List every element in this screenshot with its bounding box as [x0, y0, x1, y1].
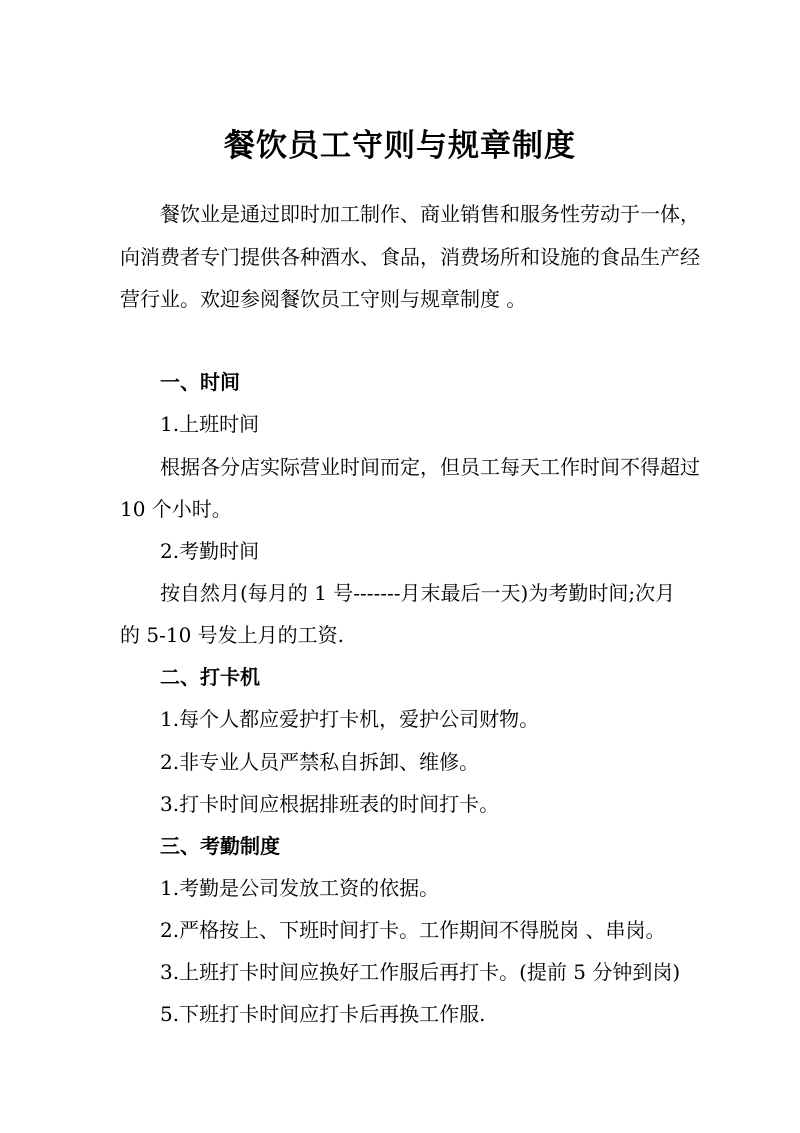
- section-heading-time-clock: 二、打卡机: [160, 665, 260, 689]
- intro-line-2: 向消费者专门提供各种酒水、食品，消费场所和设施的食品生产经: [120, 245, 700, 269]
- list-item: 1.每个人都应爱护打卡机，爱护公司财物。: [160, 707, 540, 731]
- work-hours-line-2: 10 个小时。: [120, 497, 232, 521]
- intro-line-3: 营行业。欢迎参阅餐饮员工守则与规章制度 。: [120, 287, 527, 311]
- attendance-period-line-2: 的 5-10 号发上月的工资.: [120, 623, 345, 647]
- list-item: 2.严格按上、下班时间打卡。工作期间不得脱岗 、串岗。: [160, 918, 666, 942]
- section-heading-time: 一、时间: [160, 370, 240, 394]
- list-item: 3.打卡时间应根据排班表的时间打卡。: [160, 792, 500, 816]
- intro-line-1: 餐饮业是通过即时加工制作、商业销售和服务性劳动于一体，: [160, 202, 700, 226]
- list-item: 3.上班打卡时间应换好工作服后再打卡。(提前 5 分钟到岗): [160, 960, 681, 984]
- list-item: 2.非专业人员严禁私自拆卸、维修。: [160, 750, 480, 774]
- list-item: 1.考勤是公司发放工资的依据。: [160, 876, 440, 900]
- item-title-attendance-period: 2.考勤时间: [160, 539, 260, 563]
- item-title-work-hours: 1.上班时间: [160, 412, 260, 436]
- document-title: 餐饮员工守则与规章制度: [224, 128, 576, 164]
- work-hours-line-1: 根据各分店实际营业时间而定，但员工每天工作时间不得超过: [160, 455, 700, 479]
- list-item: 5.下班打卡时间应打卡后再换工作服.: [160, 1002, 486, 1026]
- section-heading-attendance-policy: 三、考勤制度: [160, 834, 280, 858]
- attendance-period-line-1: 按自然月(每月的 1 号-------月末最后一天)为考勤时间;次月: [160, 581, 676, 605]
